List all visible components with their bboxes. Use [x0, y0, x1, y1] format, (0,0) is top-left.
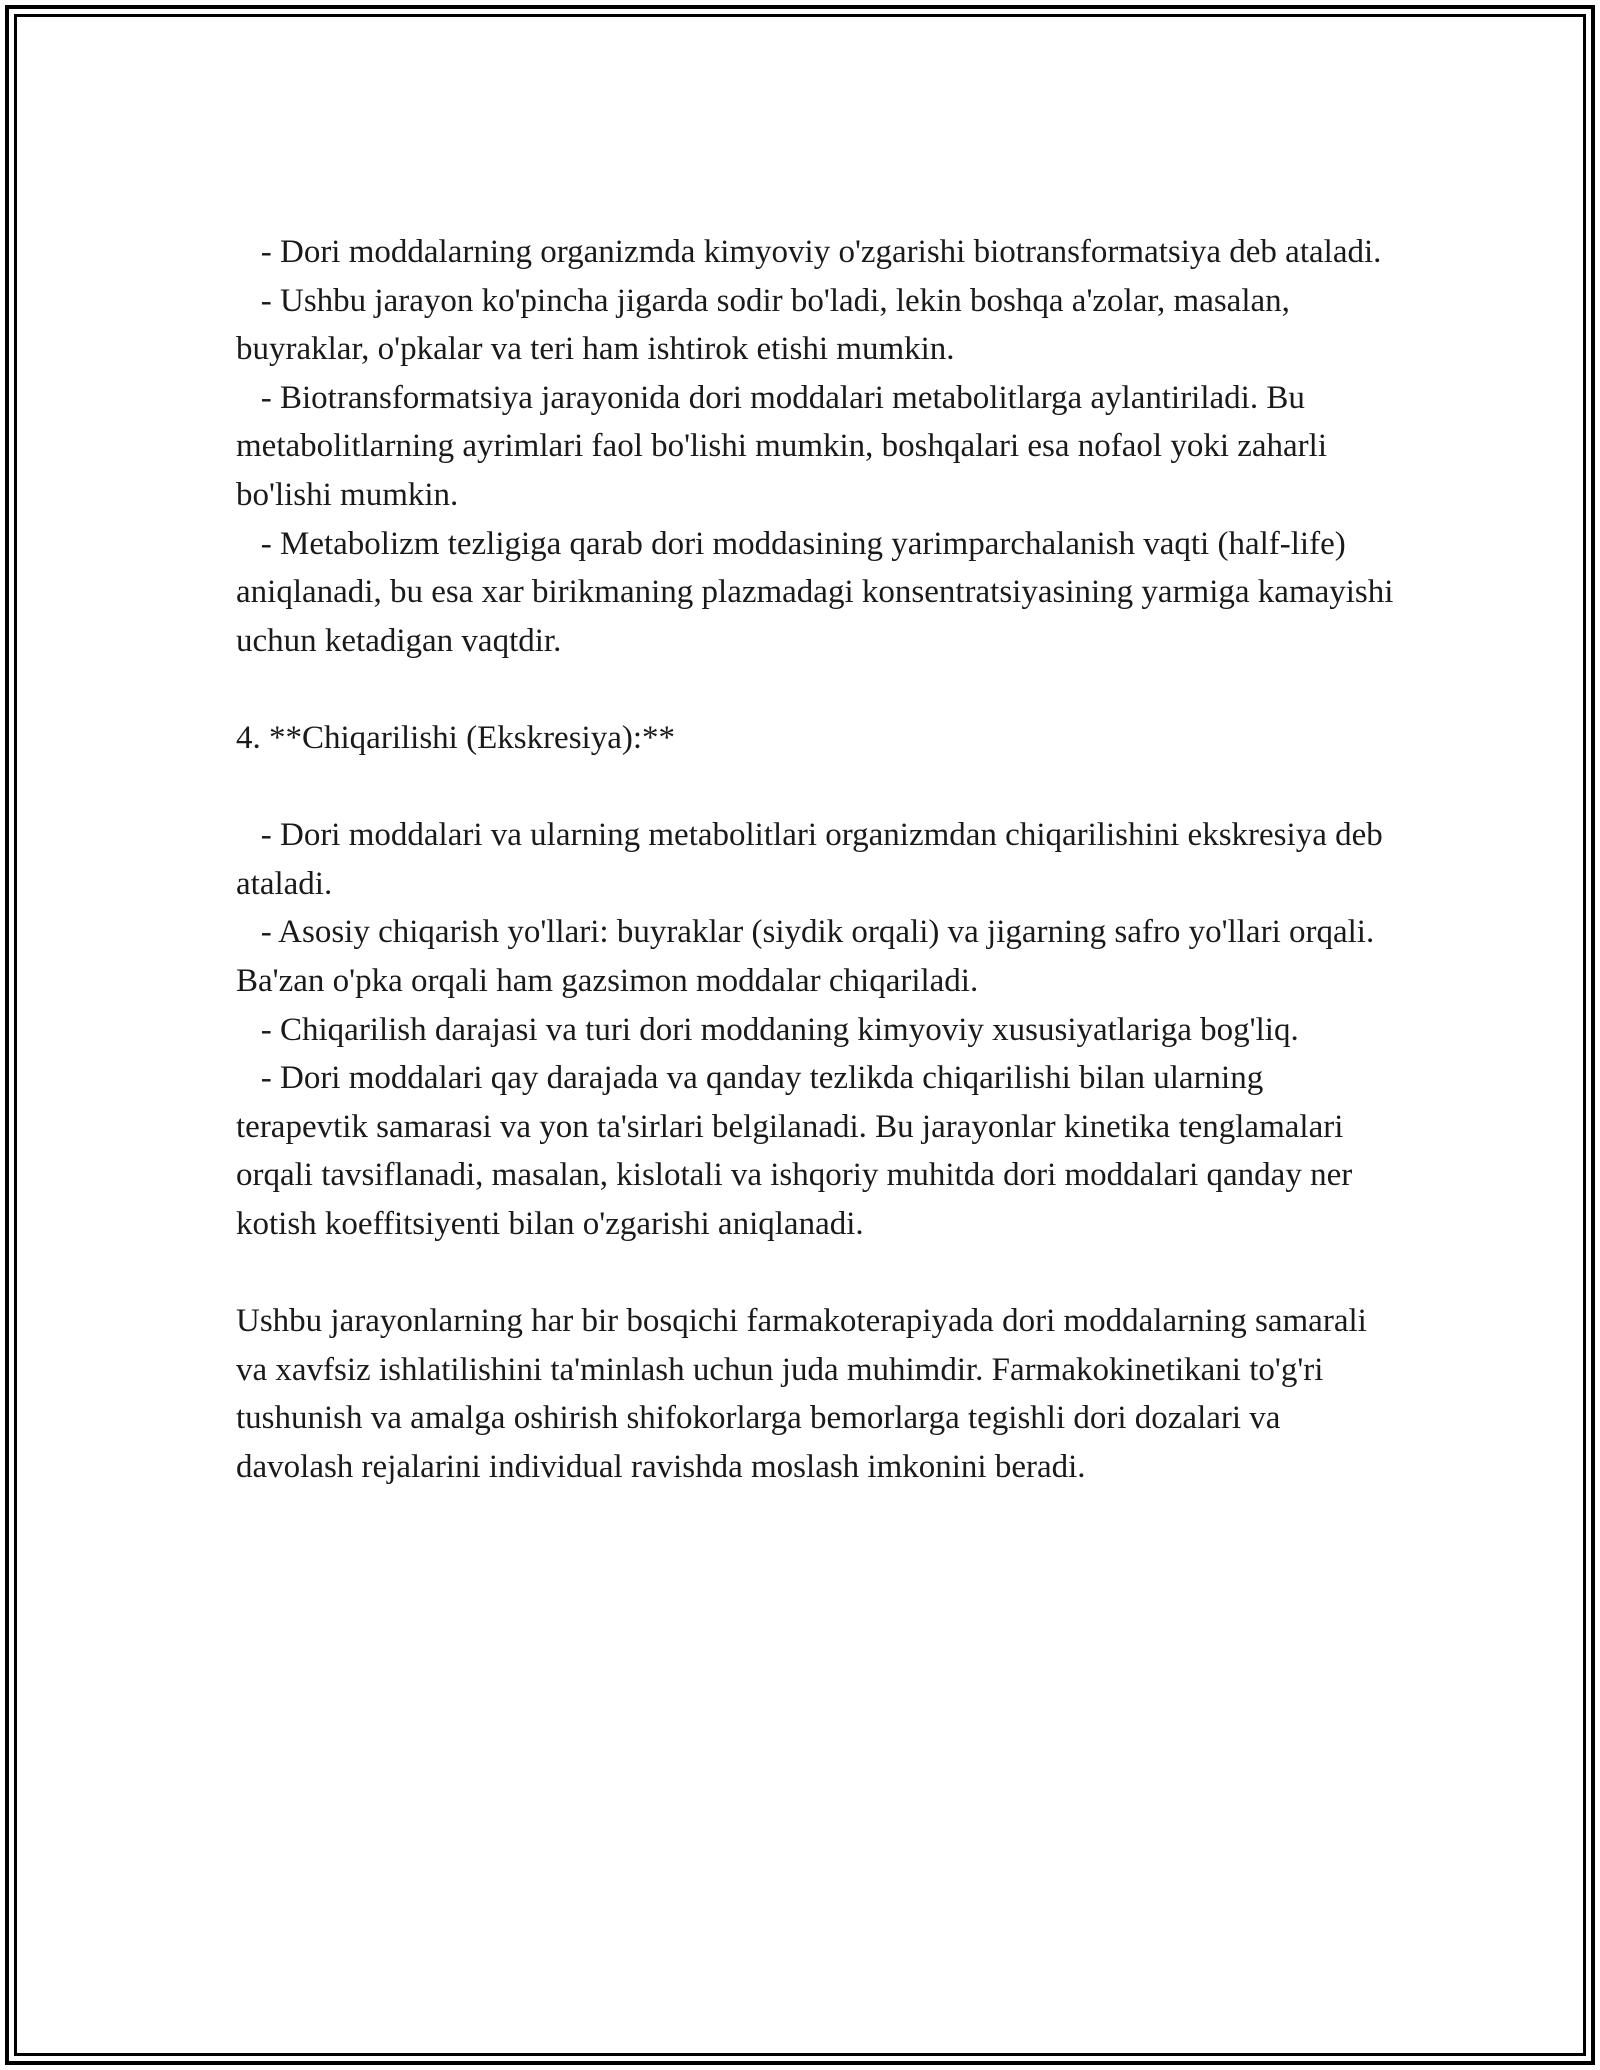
spacer	[236, 1248, 1396, 1297]
list-item: - Biotransformatsiya jarayonida dori moddalari metabolitlarga aylantiriladi. Bu metabolitlarning ayrimlari faol bo'lishi mumkin, boshqalari esa nofaol yoki zaharli bo'lishi mumkin.	[236, 379, 1336, 513]
document-body	[236, 228, 1402, 1491]
list-item: - Chiqarilish darajasi va turi dori moddaning kimyoviy xususiyatlariga bog'liq.	[236, 1011, 1299, 1048]
list-item: - Dori moddalari va ularning metabolitlari organizmdan chiqarilishini ekskresiya deb ataladi.	[236, 817, 1391, 902]
list-item: - Asosiy chiqarish yo'llari: buyraklar (siydik orqali) va jigarning safro yo'llari orqali. Ba'zan o'pka orqali ham gazsimon moddalar chiqariladi.	[236, 914, 1383, 999]
list-item: - Dori moddalarning organizmda kimyoviy o'zgarishi biotransformatsiya deb ataladi.	[236, 234, 1382, 270]
list-item: - Ushbu jarayon ko'pincha jigarda sodir bo'ladi, lekin boshqa a'zolar, masalan, buyraklar, o'pkalar va teri ham ishtirok etishi mumkin.	[236, 282, 1299, 368]
list-item: - Metabolizm tezligiga qarab dori moddasining yarimparchalanish vaqti (half-life) aniqlanadi, bu esa xar birikmaning plazmadagi konsentratsiyasining yarmiga kamayishi uchun ketadigan vaqtdir.	[236, 525, 1402, 659]
section-heading: 4. **Chiqarilishi (Ekskresiya):**	[236, 719, 676, 756]
spacer	[236, 763, 1396, 812]
spacer	[236, 665, 1396, 714]
list-item: - Dori moddalari qay darajada va qanday tezlikda chiqarilishi bilan ularning terapevtik samarasi va yon ta'sirlari belgilanadi. Bu jarayonlar kinetika tenglamalari orqali tavsiflanadi, masalan, kislotali va ishqoriy muhitda dori moddalari qanday ner kotish koeffitsiyenti bilan o'zgarishi aniqlanadi.	[236, 1060, 1361, 1242]
conclusion-paragraph: Ushbu jarayonlarning har bir bosqichi farmakoterapiyada dori moddalarning samarali va xavfsiz ishlatilishini ta'minlash uchun juda muhimdir. Farmakokinetikani to'g'ri tushunish va amalga oshirish shifokorlarga bemorlarga tegishli dori dozalari va davolash rejalarini individual ravishda moslash imkonini beradi.	[236, 1303, 1376, 1485]
